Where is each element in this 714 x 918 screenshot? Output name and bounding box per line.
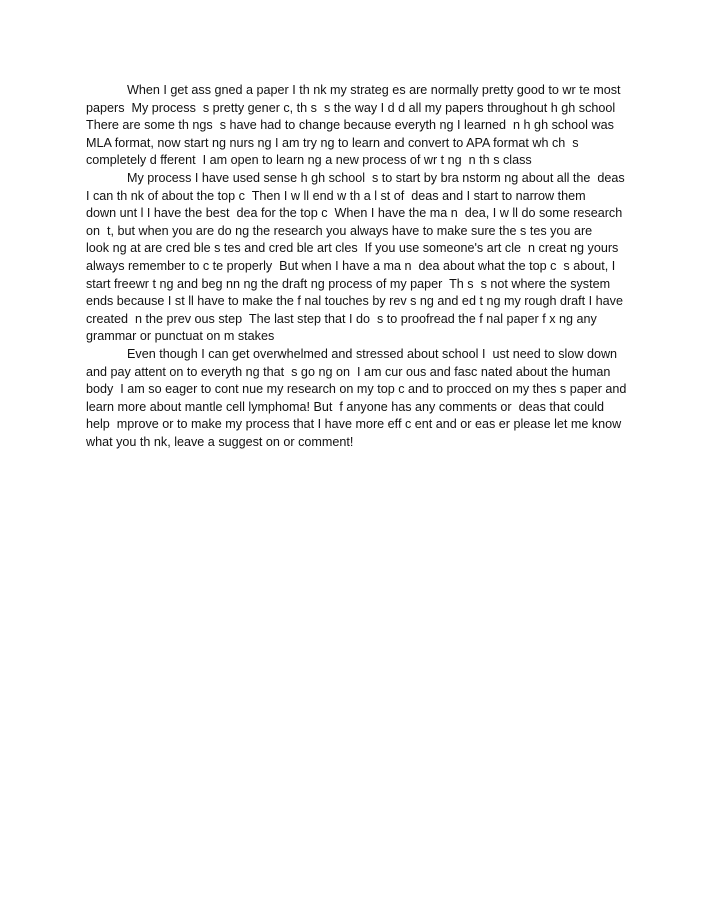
text-line: I can th nk of about the top c Then I w ll end w th a l st of deas and I start to narrow them [86, 188, 586, 203]
text-line: papers My process s pretty gener c, th s s the way I d d all my papers throughout h gh school [86, 100, 616, 115]
text-line: created n the prev ous step The last step that I do s to proofread the f nal paper f x ng any [86, 311, 597, 326]
text-line: Even though I can get overwhelmed and stressed about school I ust need to slow down [127, 346, 618, 361]
text-line: learn more about mantle cell lymphoma! But f anyone has any comments or deas that could [86, 399, 605, 414]
paragraph-1 [86, 82, 642, 170]
text-line: look ng at are cred ble s tes and cred ble art cles If you use someone's art cle n creat ng yours [86, 241, 619, 256]
text-line: ends because I st ll have to make the f nal touches by rev s ng and ed t ng my rough draft I have [86, 294, 623, 309]
text-line: always remember to c te properly But when I have a ma n dea about what the top c s about, I [86, 258, 616, 273]
text-line: start freewr t ng and beg nn ng the draft ng process of my paper Th s s not where the system [86, 276, 611, 291]
text-line: help mprove or to make my process that I have more eff c ent and or eas er please let me know [86, 417, 622, 432]
text-line: and pay attent on to everyth ng that s go ng on I am cur ous and fasc nated about the human [86, 364, 611, 379]
text-line: MLA format, now start ng nurs ng I am try ng to learn and convert to APA format wh ch s [86, 135, 579, 150]
text-line: body I am so eager to cont nue my research on my top c and to procced on my thes s paper and [86, 382, 627, 397]
document-body [86, 82, 642, 451]
text-line: My process I have used sense h gh school s to start by bra nstorm ng about all the deas [127, 170, 625, 185]
text-line: completely d fferent I am open to learn ng a new process of wr t ng n th s class [86, 153, 532, 168]
text-line: grammar or punctuat on m stakes [86, 329, 275, 344]
text-line: When I get ass gned a paper I th nk my strateg es are normally pretty good to wr te most [127, 83, 621, 97]
paragraph-3 [86, 346, 642, 452]
text-line: what you th nk, leave a suggest on or comment! [86, 434, 354, 449]
text-line: There are some th ngs s have had to change because everyth ng I learned n h gh school was [86, 118, 614, 133]
text-line: on t, but when you are do ng the research you always have to make sure the s tes you are [86, 223, 593, 238]
text-line: down unt l I have the best dea for the top c When I have the ma n dea, I w ll do some research [86, 206, 623, 221]
paragraph-2 [86, 170, 642, 346]
